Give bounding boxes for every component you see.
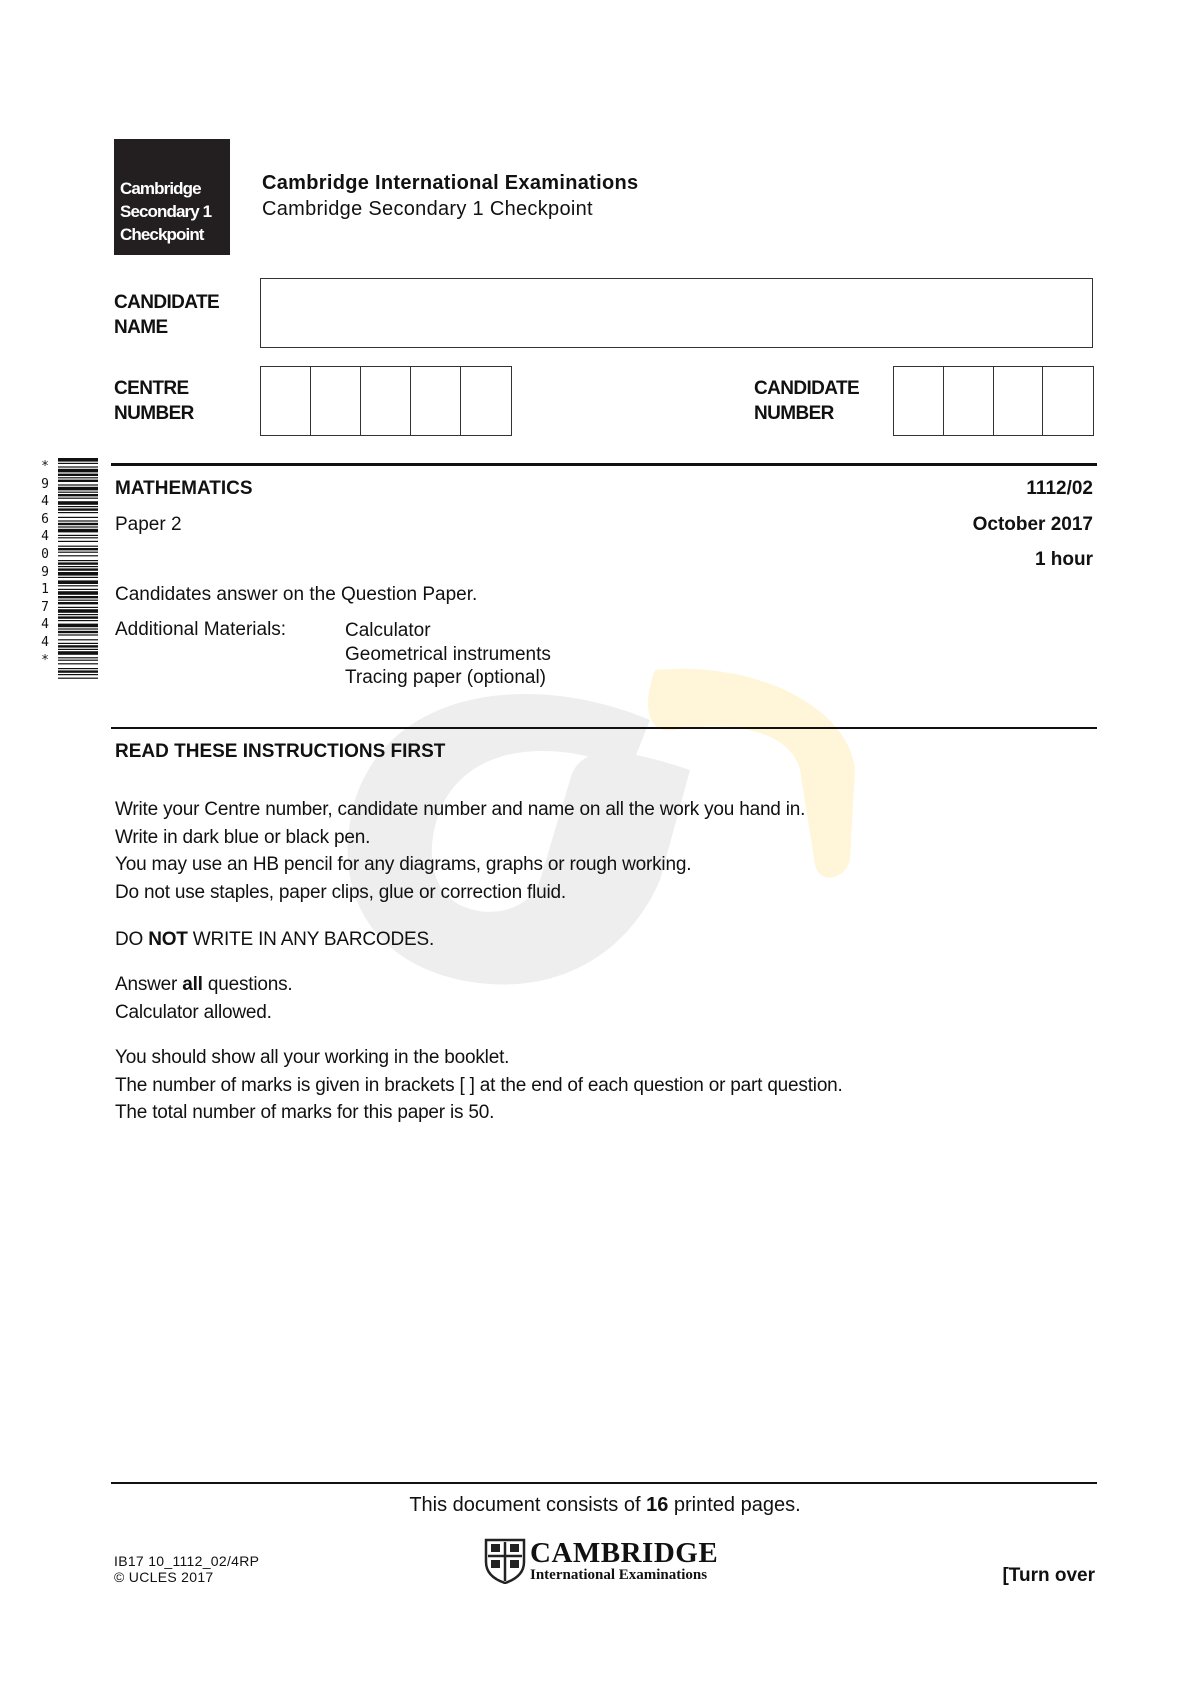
barcode-bar — [58, 620, 98, 621]
barcode-bar — [58, 494, 98, 496]
candidate-name-label — [114, 290, 219, 340]
barcode-bar — [58, 501, 98, 505]
candidate-number-cell[interactable] — [1043, 367, 1093, 435]
barcode-bar — [58, 560, 98, 561]
reference-code: IB17 10_1112_02/4RP — [114, 1553, 260, 1569]
cambridge-logo-word: CAMBRIDGE — [530, 1536, 719, 1569]
barcode-instruction-bold: NOT — [148, 929, 188, 950]
instructions-block-3 — [115, 1044, 843, 1127]
barcode-bar — [58, 596, 98, 598]
centre-number-cell[interactable] — [461, 367, 511, 435]
instructions-title: READ THESE INSTRUCTIONS FIRST — [115, 741, 446, 762]
barcode-bar — [58, 474, 98, 476]
barcode-bar — [58, 552, 98, 553]
instruction-line: The number of marks is given in brackets [ ] at the end of each question or part question. — [115, 1074, 843, 1096]
barcode-bar — [58, 660, 98, 661]
barcode-bar — [58, 589, 98, 590]
barcode-bar — [58, 477, 98, 478]
barcode-bar — [58, 628, 98, 629]
barcode-bar — [58, 631, 98, 633]
exam-session: October 2017 — [972, 514, 1093, 535]
subject-title: MATHEMATICS — [115, 478, 253, 499]
barcode-digit: 9 — [41, 564, 49, 580]
candidate-number-cell[interactable] — [894, 367, 944, 435]
barcode-instruction-pre: DO — [115, 929, 149, 950]
barcode-bar — [58, 480, 98, 482]
barcode-bar — [58, 546, 98, 547]
barcode-instruction-post: WRITE IN ANY BARCODES. — [187, 929, 435, 950]
barcode-bar — [58, 529, 98, 533]
logo-line-2: Secondary 1 — [120, 202, 212, 221]
paper-number: Paper 2 — [115, 514, 182, 535]
divider-middle — [111, 727, 1097, 729]
barcode-bar — [58, 634, 98, 635]
candidate-name-label-line2: NAME — [114, 317, 168, 338]
barcode-bar — [58, 463, 98, 464]
barcode-bar — [58, 614, 98, 615]
barcode-bar — [58, 555, 98, 556]
barcode-bar — [58, 458, 98, 462]
barcode-bar — [58, 663, 98, 664]
barcode-bar — [58, 645, 98, 647]
barcode-bar — [58, 506, 98, 507]
instruction-line: You may use an HB pencil for any diagrams, graphs or rough working. — [115, 854, 692, 875]
barcode-bar — [58, 498, 98, 499]
barcode-bar — [58, 580, 98, 584]
barcode-digit: 6 — [41, 511, 49, 527]
logo-line-1: Cambridge — [120, 179, 201, 198]
page-count-number: 16 — [646, 1494, 669, 1516]
candidate-name-field[interactable] — [260, 278, 1093, 348]
barcode-digit: 4 — [41, 617, 49, 633]
barcode-digit: 4 — [41, 529, 49, 545]
centre-number-label — [114, 376, 194, 426]
additional-materials-list — [345, 619, 551, 690]
barcode-bar — [58, 484, 98, 485]
centre-number-label-line2: NUMBER — [114, 403, 194, 424]
exam-duration: 1 hour — [1034, 549, 1093, 570]
calculator-line: Calculator allowed. — [115, 1001, 272, 1023]
answer-all-line — [115, 971, 292, 999]
checkpoint-logo — [114, 139, 230, 255]
barcode-bar — [58, 548, 98, 550]
programme-name: Cambridge Secondary 1 Checkpoint — [262, 198, 593, 220]
barcode-bar — [58, 577, 98, 578]
barcode-bar — [58, 492, 98, 493]
candidate-number-label-line2: NUMBER — [754, 403, 834, 424]
barcode-bar — [58, 508, 98, 510]
copyright: © UCLES 2017 — [114, 1569, 214, 1585]
barcode-bar — [58, 668, 98, 669]
candidate-number-cell[interactable] — [944, 367, 994, 435]
barcode-bar — [58, 670, 98, 672]
barcode-number — [38, 458, 52, 669]
barcode-bar — [58, 469, 98, 473]
answer-note: Candidates answer on the Question Paper. — [115, 584, 478, 605]
barcode-bar — [58, 616, 98, 618]
barcode-bar — [58, 624, 98, 628]
barcode-bar — [58, 562, 98, 564]
barcode-bar — [58, 607, 98, 608]
material-item: Calculator — [345, 620, 431, 641]
answer-pre: Answer — [115, 974, 183, 995]
barcode-bar — [58, 657, 98, 658]
turn-over-label: [Turn over — [1002, 1565, 1095, 1586]
barcode-bar — [58, 651, 98, 655]
page-count-post: printed pages. — [668, 1494, 801, 1516]
barcode-bar — [58, 566, 98, 567]
barcode-digit: * — [41, 652, 49, 668]
page-count-note — [0, 1494, 1200, 1517]
org-name: Cambridge International Examinations — [262, 172, 639, 194]
barcode-digit: 7 — [41, 599, 49, 615]
barcode-bar — [58, 535, 98, 536]
barcode-digit: 9 — [41, 476, 49, 492]
centre-number-cell[interactable] — [411, 367, 461, 435]
answer-post: questions. — [202, 974, 293, 995]
barcode-bar — [58, 517, 98, 518]
barcode-bar — [58, 541, 98, 542]
centre-number-boxes — [260, 366, 512, 436]
barcode-digit: 1 — [41, 582, 49, 598]
candidate-number-boxes — [893, 366, 1094, 436]
instruction-line: Write your Centre number, candidate number and name on all the work you hand in. — [115, 799, 806, 820]
barcode-bar — [58, 674, 98, 675]
logo-line-3: Checkpoint — [120, 225, 204, 244]
barcode-digit: 4 — [41, 634, 49, 650]
cambridge-logo-subtitle: International Examinations — [530, 1566, 708, 1583]
paper-code: 1112/02 — [1026, 478, 1093, 499]
barcode-bar — [58, 523, 98, 525]
barcode-bar — [58, 649, 98, 650]
barcode-bar — [58, 600, 98, 601]
barcode-instruction — [115, 926, 434, 954]
cambridge-logo — [484, 1538, 718, 1584]
centre-number-cell[interactable] — [261, 367, 311, 435]
candidate-number-label-line1: CANDIDATE — [754, 378, 860, 399]
instruction-line: Do not use staples, paper clips, glue or correction fluid. — [115, 881, 566, 903]
barcode-bar — [58, 526, 98, 527]
barcode-bar — [58, 568, 98, 570]
barcode-bar — [58, 512, 98, 513]
document-reference — [114, 1553, 259, 1585]
answer-bold: all — [182, 974, 203, 995]
material-item: Tracing paper (optional) — [345, 667, 547, 688]
barcode — [58, 456, 98, 680]
crest-icon — [484, 1538, 526, 1584]
barcode-bar — [58, 602, 98, 604]
barcode-digit: * — [41, 459, 49, 474]
material-item: Geometrical instruments — [345, 643, 551, 665]
barcode-bar — [58, 520, 98, 521]
instruction-line: Write in dark blue or black pen. — [115, 826, 371, 848]
barcode-bar — [58, 487, 98, 491]
barcode-bar — [58, 572, 98, 576]
cambridge-logo-text — [530, 1536, 719, 1584]
divider-bottom — [111, 1482, 1097, 1484]
divider-top — [111, 463, 1097, 466]
barcode-digit: 0 — [41, 546, 49, 562]
instructions-block-2 — [115, 971, 292, 1026]
centre-number-cell[interactable] — [311, 367, 361, 435]
barcode-bar — [58, 643, 98, 644]
centre-number-label-line1: CENTRE — [114, 378, 189, 399]
instruction-line: You should show all your working in the booklet. — [115, 1047, 510, 1068]
barcode-bar — [58, 585, 98, 586]
barcode-bar — [58, 537, 98, 538]
additional-materials-label: Additional Materials: — [115, 619, 287, 640]
barcode-bar — [58, 591, 98, 595]
candidate-name-label-line1: CANDIDATE — [114, 292, 220, 313]
barcode-bar — [58, 639, 98, 640]
centre-number-cell[interactable] — [361, 367, 411, 435]
barcode-digit: 4 — [41, 494, 49, 510]
instructions-block-1 — [115, 796, 805, 906]
barcode-bar — [58, 678, 98, 679]
barcode-bar — [58, 609, 98, 613]
instruction-line: The total number of marks for this paper is 50. — [115, 1102, 495, 1123]
page-count-pre: This document consists of — [409, 1494, 647, 1516]
candidate-number-label — [754, 376, 859, 426]
barcode-bar — [58, 466, 98, 467]
candidate-number-cell[interactable] — [994, 367, 1044, 435]
